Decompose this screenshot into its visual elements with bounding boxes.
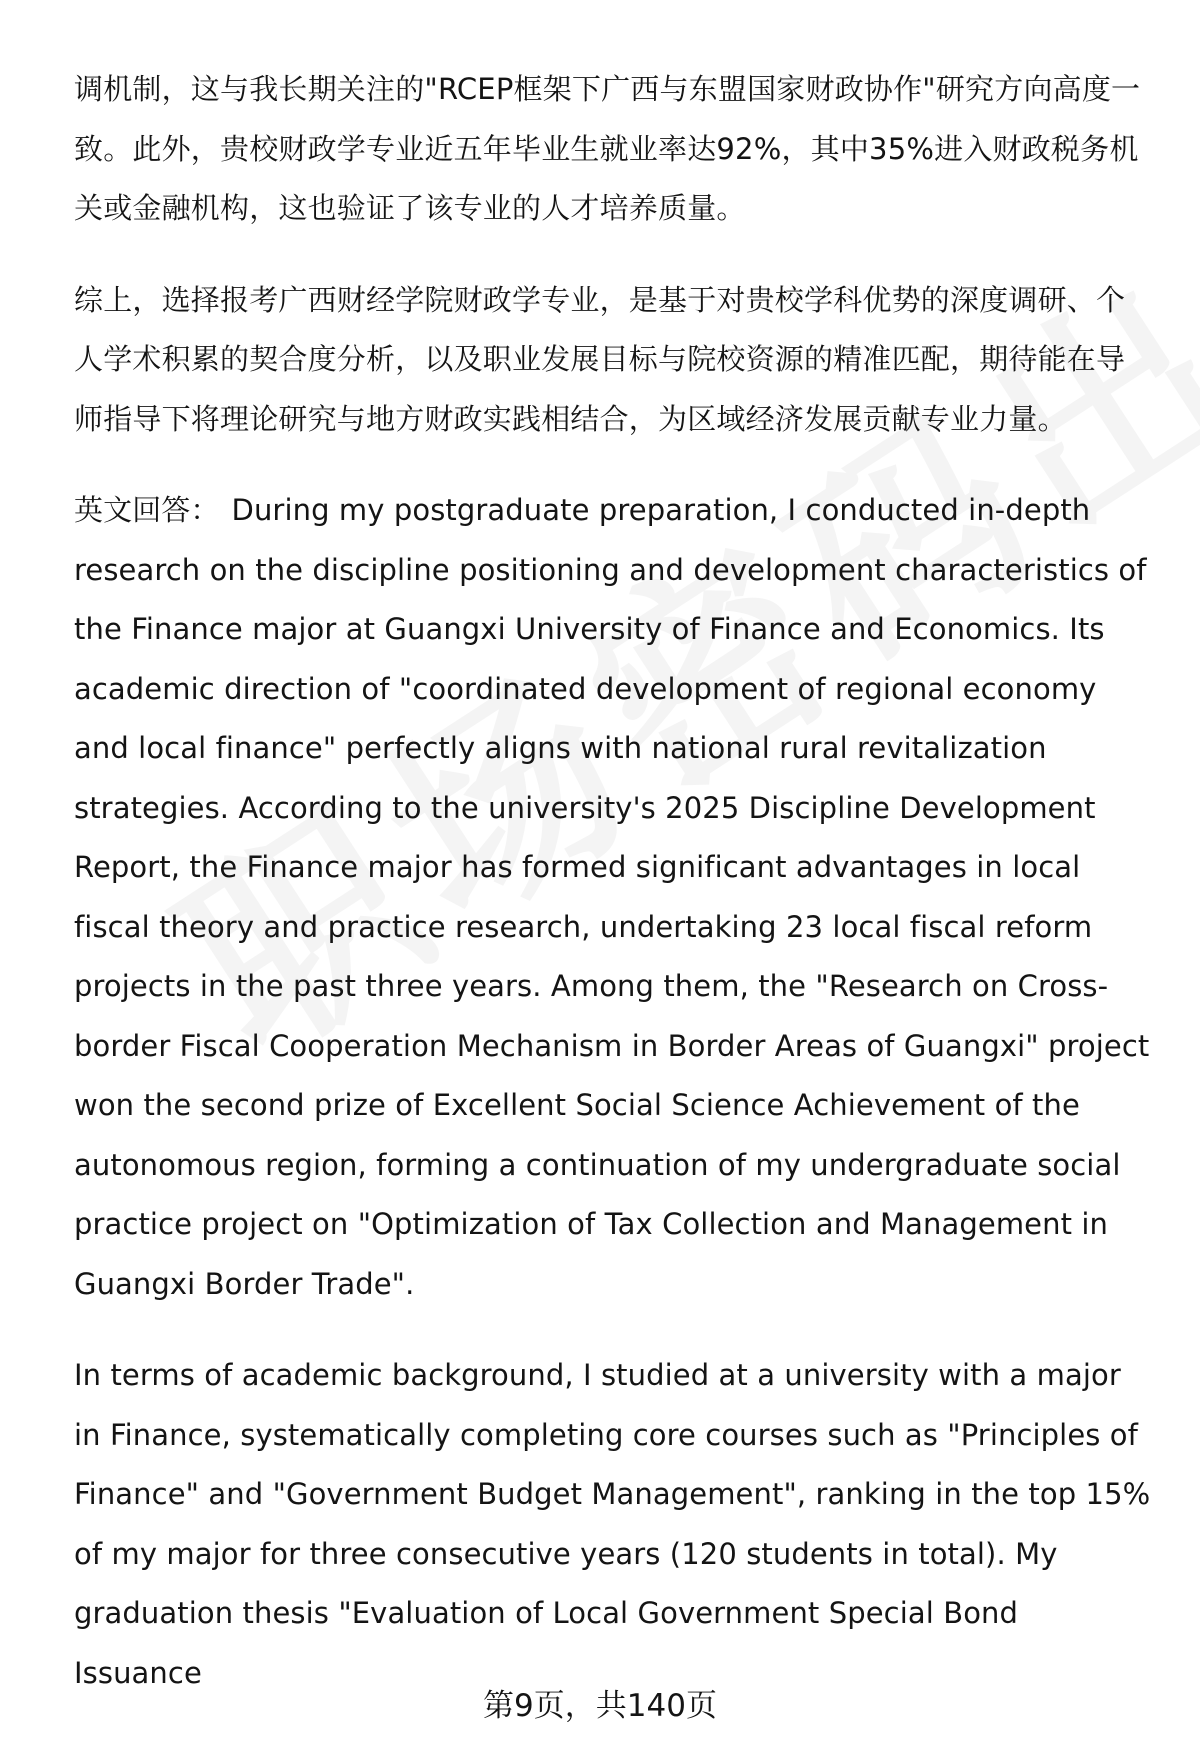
paragraph-en-1 [74, 481, 1154, 1314]
english-answer-label: 英文回答： [74, 493, 220, 527]
paragraph-en-2: In terms of academic background, I studied at a university with a major in Finance, systematically completing core courses such as "Principles of Finance" and "Government Budget Management", ranking in the top 15% of my major for three consecutive years (120 students in total). My graduation thesis "Evaluation of Local Government Special Bond Issuance [74, 1358, 1151, 1690]
paragraph-cn-1: 调机制，这与我长期关注的"RCEP框架下广西与东盟国家财政协作"研究方向高度一致。此外，贵校财政学专业近五年毕业生就业率达92%，其中35%进入财政税务机关或金融机构，这也验证了该专业的人才培养质量。 [74, 72, 1141, 225]
paragraph-cn-2: 综上，选择报考广西财经学院财政学专业，是基于对贵校学科优势的深度调研、个人学术积累的契合度分析，以及职业发展目标与院校资源的精准匹配，期待能在导师指导下将理论研究与地方财政实践相结合，为区域经济发展贡献专业力量。 [74, 282, 1126, 436]
document-body [74, 60, 1154, 1735]
page-number-footer: 第9页，共140页 [483, 1688, 717, 1724]
paragraph-en-1-text: During my postgraduate preparation, I conducted in-depth research on the discipline positioning and development characteristics of the Finance major at Guangxi University of Finance and Economics. Its academic direction of "coordinated development of regional economy and local finance" perfectly aligns with national rural revitalization strategies. According to the university's 2025 Discipline Development Report, the Finance major has formed significant advantages in local fiscal theory and practice research, undertaking 23 local fiscal reform projects in the past three years. Among them, the "Research on Cross-border Fiscal Cooperation Mechanism in Border Areas of Guangxi" project won the second prize of Excellent Social Science Achievement of the autonomous region, forming a continuation of my undergraduate social practice project on "Optimization of Tax Collection and Management in Guangxi Border Trade". [74, 493, 1150, 1301]
